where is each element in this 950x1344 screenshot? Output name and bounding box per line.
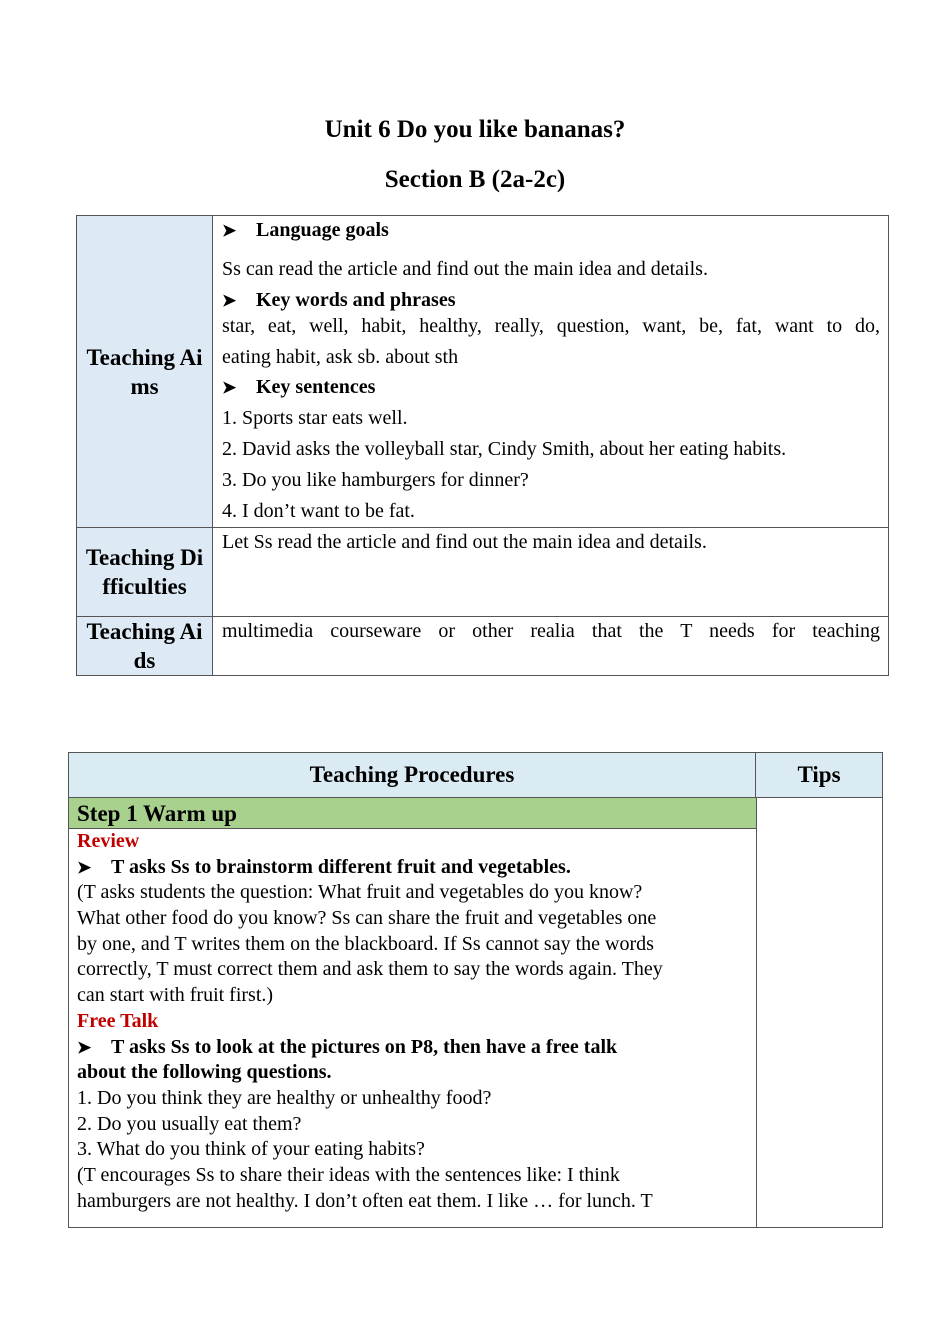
free-talk-heading: Free Talk: [77, 1010, 159, 1032]
key-words-heading: ➤ Key words and phrases: [222, 289, 456, 311]
teaching-aids-text: multimedia courseware or other realia that the T needs for teaching: [222, 620, 880, 642]
tips-header: Tips: [756, 753, 882, 798]
lesson-info-table: [76, 215, 889, 676]
teaching-procedures-table: [68, 752, 883, 1228]
arrow-bullet-icon: ➤: [222, 291, 237, 310]
page-title: Unit 6 Do you like bananas?: [324, 116, 626, 143]
arrow-bullet-icon: ➤: [222, 221, 237, 240]
free-talk-task-continued: about the following questions.: [77, 1061, 332, 1083]
teaching-difficulties-text: Let Ss read the article and find out the main idea and details.: [222, 531, 707, 553]
review-line: (T asks students the question: What fruit and vegetables do you know?: [77, 881, 643, 903]
arrow-bullet-icon: ➤: [77, 1038, 92, 1057]
key-sentence: 2. David asks the volleyball star, Cindy Smith, about her eating habits.: [222, 438, 787, 460]
key-words-line: eating habit, ask sb. about sth: [222, 346, 459, 368]
free-talk-task: ➤ T asks Ss to look at the pictures on P8, then have a free talk: [77, 1036, 618, 1058]
closing-line: hamburgers are not healthy. I don’t often eat them. I like … for lunch. T: [77, 1190, 653, 1212]
teaching-difficulties-row: [77, 528, 888, 617]
key-sentence: 3. Do you like hamburgers for dinner?: [222, 469, 529, 491]
teaching-aids-label: Teaching Aids: [77, 617, 213, 675]
key-sentences-heading: ➤ Key sentences: [222, 376, 376, 398]
teaching-aims-label: Teaching Aims: [77, 216, 213, 527]
review-line: can start with fruit first.): [77, 984, 274, 1006]
step-1-heading: Step 1 Warm up: [69, 798, 756, 829]
review-line: What other food do you know? Ss can share the fruit and vegetables one: [77, 907, 657, 929]
question-item: 3. What do you think of your eating habits?: [77, 1138, 425, 1160]
key-words-line: star, eat, well, habit, healthy, really, question, want, be, fat, want to do,: [222, 315, 880, 337]
teaching-aims-row: [77, 216, 888, 528]
language-goals-heading: ➤ Language goals: [222, 219, 389, 241]
teaching-difficulties-label: Teaching Difficulties: [77, 528, 213, 616]
teaching-aids-row: [77, 617, 888, 675]
key-sentence: 4. I don’t want to be fat.: [222, 500, 415, 522]
procedures-header: Teaching Procedures: [69, 753, 756, 798]
review-heading: Review: [77, 830, 140, 852]
page-subtitle: Section B (2a-2c): [384, 166, 566, 193]
review-line: by one, and T writes them on the blackboard. If Ss cannot say the words: [77, 933, 654, 955]
arrow-bullet-icon: ➤: [222, 378, 237, 397]
tips-column: [756, 798, 882, 1227]
review-line: correctly, T must correct them and ask them to say the words again. They: [77, 958, 663, 980]
arrow-bullet-icon: ➤: [77, 858, 92, 877]
review-task: ➤ T asks Ss to brainstorm different fruit and vegetables.: [77, 856, 571, 878]
question-item: 2. Do you usually eat them?: [77, 1113, 302, 1135]
language-goals-text: Ss can read the article and find out the main idea and details.: [222, 258, 708, 280]
key-sentence: 1. Sports star eats well.: [222, 407, 408, 429]
closing-line: (T encourages Ss to share their ideas with the sentences like: I think: [77, 1164, 620, 1186]
question-item: 1. Do you think they are healthy or unhealthy food?: [77, 1087, 492, 1109]
